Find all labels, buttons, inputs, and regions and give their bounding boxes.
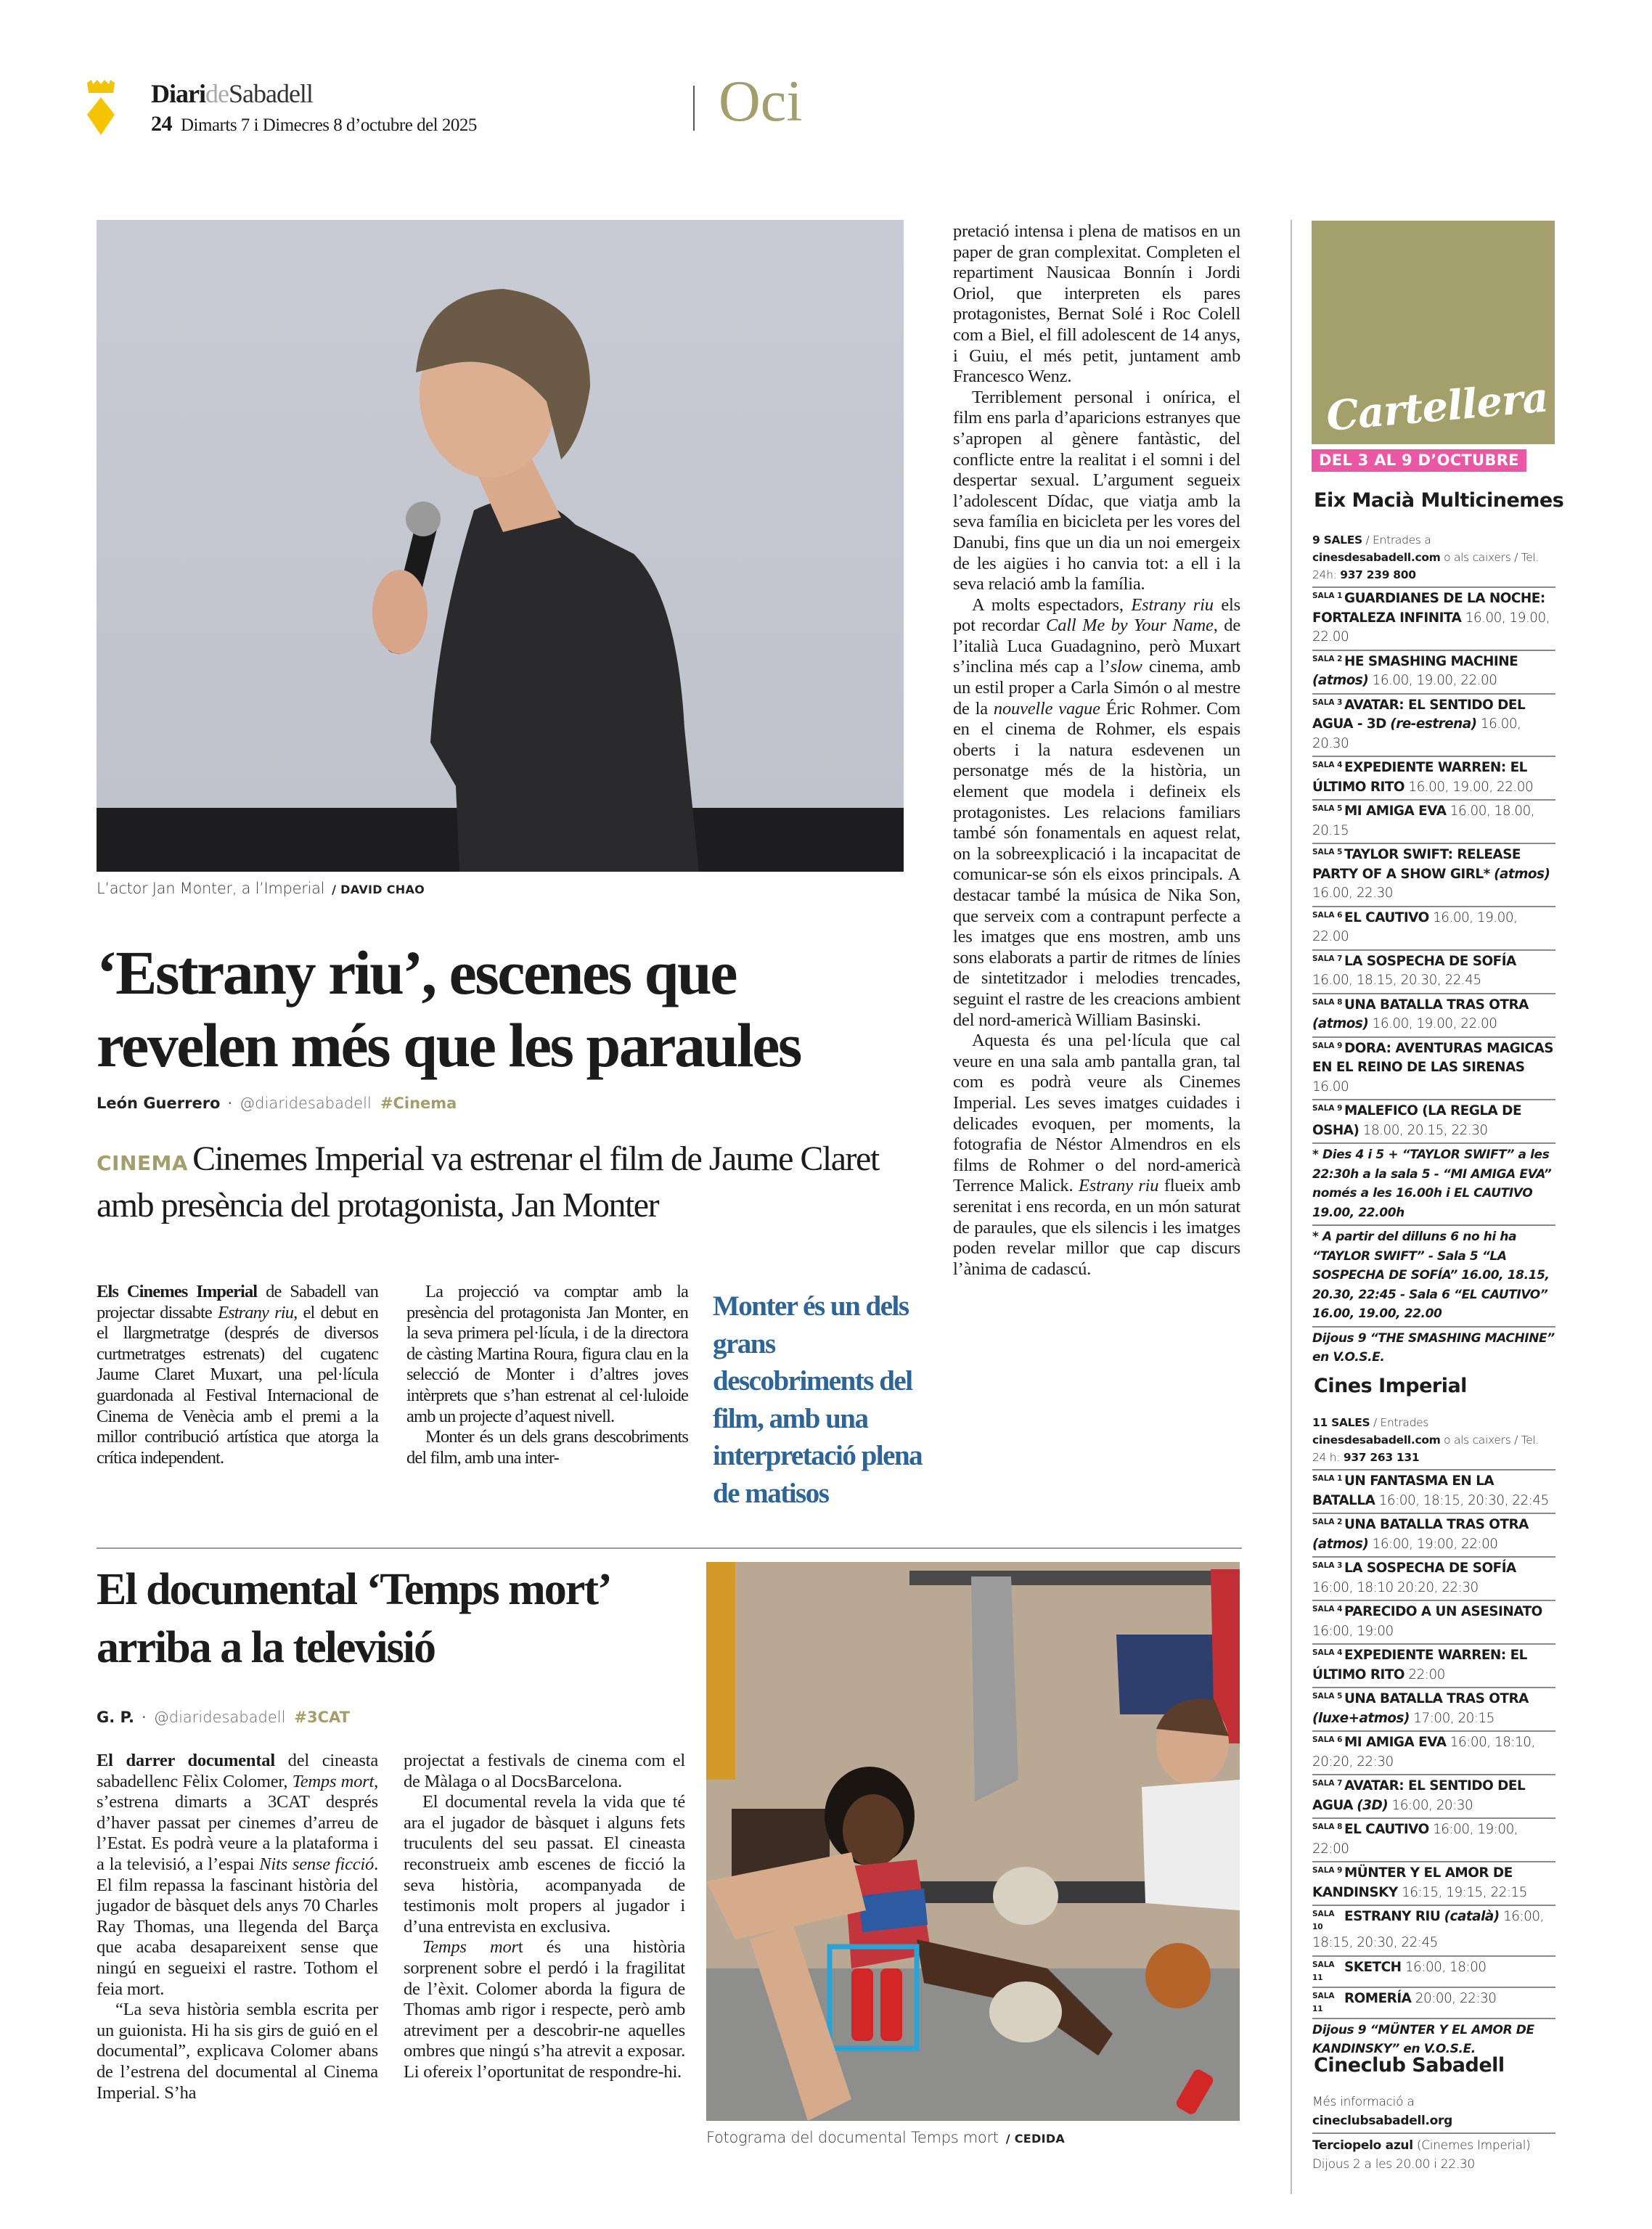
social-handle[interactable]: @diaridesabadell [240, 1095, 372, 1112]
cineclub-screening [1312, 2134, 1555, 2155]
listing-imperial [1312, 1414, 1555, 2061]
room-count: 9 SALES [1312, 533, 1362, 547]
text: , de l’italià Luca Guadagnino, però Muxart s’inclina més cap a l’ [953, 615, 1241, 677]
headline-line-2: revelen més que les paraules [97, 1010, 801, 1080]
showtimes: 17:00, 20:15 [1413, 1710, 1494, 1726]
venue: (Cinemes Imperial) [1412, 2138, 1531, 2153]
schedule-note: Dijous 9 “THE SMASHING MACHINE” en V.O.S.E. [1312, 1330, 1555, 1365]
film-title: EL CAUTIVO [1344, 909, 1429, 925]
cinema-name-imperial: Cines Imperial [1314, 1375, 1467, 1397]
screening-entry[interactable] [1312, 1957, 1555, 1988]
film-format-note: (re-estrena) [1390, 716, 1477, 732]
room-label: SALA 5 [1312, 804, 1343, 813]
paragraph [97, 1751, 378, 2000]
film-title: Temps mor [422, 1937, 518, 1958]
dateline [151, 112, 477, 136]
program-title: Nits sense ficció [259, 1854, 375, 1874]
date-range-badge: DEL 3 AL 9 D’OCTUBRE [1312, 449, 1526, 472]
screening-entry[interactable] [1312, 907, 1555, 951]
film-title: TAYLOR SWIFT: RELEASE PARTY OF A SHOW GIRL* [1312, 847, 1521, 882]
text: , el debut en el llargmetratge (després de diversos curtmetratges estrenats) del cugatenc Jaume Claret Muxart, una pel·lícula guardonada al Festival Internacional de Cinema de Venècia amb el premi a la millor contribució artística que atorga la crítica independent. [97, 1302, 378, 1468]
photo-illustration [706, 1562, 1240, 2121]
text: Aquesta és una pel·lícula que cal veure en una sala amb pantalla gran, tal com es podrà veure als Cinemes Imperial. Les seves imatges cuidades i delicades evoquen, per moments, la fotografia de Néstor Almendros en els films de Rohmer o del nord-americà Terrence Malick. [953, 1031, 1240, 1196]
showtimes: 16:15, 19:15, 22:15 [1402, 1884, 1527, 1900]
room-label: SALA 9 [1312, 1041, 1343, 1050]
text: els pot recordar [953, 594, 1240, 636]
room-label: SALA 9 [1312, 1104, 1343, 1113]
film-title: LA SOSPECHA DE SOFÍA [1344, 1561, 1516, 1576]
screening-entry[interactable] [1312, 1732, 1555, 1775]
text: flueix amb serenitat i ens recorda, en un món saturat de paraules, que els silencis i les imatges poden revelar millor que cap discurs l’ànima de cadascú. [953, 1176, 1240, 1279]
info-text: / Entrades a [1362, 533, 1431, 547]
room-label: SALA 11 [1312, 1991, 1335, 2013]
headline-line-1: El documental ‘Temps mort’ [97, 1565, 611, 1614]
cineclub-times: Dijous 2 a les 20.00 i 22.30 [1312, 2157, 1475, 2172]
screening-entry[interactable] [1312, 801, 1555, 844]
schedule-note: * A partir del dilluns 6 no hi ha “TAYLOR SWIFT” - Sala 5 “LA SOSPECHA DE SOFÍA” 16.00, 18.15, 20.30, 22:45 - Sala 6 “EL CAUTIVO” 16.00, 19.00, 22.00 [1312, 1226, 1555, 1328]
screening-entry[interactable] [1312, 1601, 1555, 1645]
showtimes: 16.00, 19.00, 22.00 [1312, 610, 1550, 645]
text: Éric Rohmer. Com en el cinema de Rohmer, els espais oberts i la natura esdevenen un personatge més de la història, un element que modela i defineix els protagonistes. Les relacions familiars també són fonamentals en aquest relat, on la sobreexplicació i la incapacitat de comunicar-se són els eixos principals. A destacar també la música de Nika Son, que serveix com a contrapunt perfecte a les imatges que ens mostren, amb uns sons elaborats a partir de ritmes de línies de sintetitzador i melodies trencades, seguint el rastre de les creacions ambient del nord-americà William Basinski. [953, 698, 1240, 1030]
film-title: MALEFICO (LA REGLA DE OSHA) [1312, 1103, 1522, 1138]
showtimes: 16:00, 19:00, 22:00 [1312, 1822, 1518, 1857]
film-title: EXPEDIENTE WARREN: EL ÚLTIMO RITO [1312, 1648, 1527, 1682]
showtimes: 16:00, 18:10 20:20, 22:30 [1312, 1579, 1479, 1595]
film-title: UN FANTASMA EN LA BATALLA [1312, 1473, 1494, 1508]
topic-tag[interactable]: #3CAT [294, 1709, 350, 1726]
author-name: G. P. [97, 1709, 135, 1726]
listing-eix-macia [1312, 531, 1555, 1370]
article1-column-2 [406, 1282, 688, 1468]
topic-tag[interactable]: #Cinema [380, 1095, 457, 1112]
section-title: Oci [719, 70, 803, 134]
info-text: / Entrades [1370, 1416, 1429, 1429]
film-format-note: (atmos) [1312, 1536, 1369, 1552]
paragraph: projectat a festivals de cinema com el de Màlaga o al DocsBarcelona. [404, 1751, 685, 1791]
room-label: SALA 7 [1312, 1779, 1343, 1788]
room-label: SALA 8 [1312, 997, 1343, 1007]
showtimes: 16:00, 18:10, 20:20, 22:30 [1312, 1735, 1535, 1770]
room-label: SALA 6 [1312, 1735, 1343, 1744]
cinema-name-cineclub: Cineclub Sabadell [1314, 2054, 1505, 2077]
film-title: ROMERÍA [1344, 1990, 1412, 2006]
screening-entry[interactable] [1312, 1471, 1555, 1514]
showtimes: 16:00, 18:15, 20:30, 22:45 [1378, 1492, 1549, 1508]
photo-credit: / DAVID CHAO [332, 883, 425, 896]
screening-entry[interactable] [1312, 844, 1555, 907]
showtimes: 16.00 [1312, 1079, 1349, 1095]
showtimes: 16.00, 19.00, 22.00 [1372, 673, 1497, 688]
photo-illustration [97, 220, 904, 872]
issue-date: Dimarts 7 i Dimecres 8 d’octubre del 2025 [181, 115, 477, 135]
cinema-info [1312, 1414, 1555, 1471]
info-text: o als caixers / Tel. 24h: [1312, 551, 1539, 581]
showtimes: 16.00, 18.00, 20.15 [1312, 803, 1535, 838]
room-label: SALA 5 [1312, 848, 1343, 856]
brand-part-sabadell: Sabadell [228, 79, 313, 108]
screening-entry[interactable] [1312, 651, 1555, 695]
film-title: Estrany riu [1131, 594, 1214, 615]
film-title: AVATAR: EL SENTIDO DEL AGUA - 3D [1312, 697, 1526, 732]
room-label: SALA 5 [1312, 1692, 1343, 1701]
phone-number[interactable]: 937 239 800 [1340, 568, 1416, 581]
showtimes: 16:00, 18:15, 20:30, 22:45 [1312, 1909, 1544, 1950]
sabadell-crest-icon [86, 80, 116, 135]
film-title: Call Me by Your Name [1046, 615, 1214, 636]
author-name: León Guerrero [97, 1095, 221, 1112]
room-label: SALA 4 [1312, 1648, 1343, 1657]
showtimes: 16.00, 22.30 [1312, 886, 1393, 901]
paragraph: La projecció va comptar amb la presència del protagonista Jan Monter, en la seva primera pel·lícula, i de la directora de càsting Martina Roura, figura clau en la selecció de Monter i d’altres joves intèrprets que s’han estrenat al cel·luloide amb un projecte d’aquest nivell. [406, 1282, 688, 1426]
showtimes: 16:00, 20:30 [1391, 1797, 1473, 1813]
film-title: Temps mort [292, 1771, 375, 1791]
film-title: UNA BATALLA TRAS OTRA [1344, 1517, 1529, 1532]
screening-entry[interactable] [1312, 1100, 1555, 1144]
text: A molts espectadors, [972, 594, 1132, 615]
film-format-note: (català) [1444, 1909, 1500, 1924]
ticket-website[interactable]: cinesdesabadell.com [1312, 551, 1441, 564]
showtimes: 16.00, 19.00, 22.00 [1408, 779, 1534, 795]
paragraph [953, 1031, 1240, 1280]
paragraph [404, 1937, 685, 2082]
headline-temps-mort[interactable] [97, 1561, 721, 1677]
headline-estrany-riu[interactable] [97, 936, 909, 1081]
film-title: DORA: AVENTURAS MAGICAS EN EL REINO DE LAS SIRENAS [1312, 1040, 1554, 1075]
cinema-name-eix-macia: Eix Macià Multicinemes [1314, 489, 1564, 512]
article2-column-2 [404, 1751, 685, 2083]
social-handle[interactable]: @diaridesabadell [153, 1709, 286, 1726]
paragraph: El documental revela la vida que té ara el jugador de bàsquet i alguns fets truculents del seu passat. El cineasta reconstrueix amb escenes de ficció la seva història, acompanyada de testimonis molt propers al jugador i d’una entrevista en exclusiva. [404, 1792, 685, 1936]
photo-caption-1 [97, 880, 425, 897]
screening-list [1312, 588, 1555, 1144]
italic-term: nouvelle vague [993, 698, 1100, 719]
kicker-cinema: CINEMA [97, 1151, 189, 1175]
cineclub-info [1312, 2093, 1555, 2134]
screening-list [1312, 1471, 1555, 2019]
schedule-note: Dijous 9 “MÜNTER Y EL AMOR DE KANDINSKY” en V.O.S.E. [1312, 2022, 1534, 2056]
screening-entry[interactable] [1312, 994, 1555, 1038]
room-count: 11 SALES [1312, 1416, 1370, 1429]
room-label: SALA 6 [1312, 910, 1343, 920]
screening-entry[interactable] [1312, 1819, 1555, 1862]
room-label: SALA 3 [1312, 1561, 1343, 1570]
italic-term: slow [1110, 657, 1142, 677]
room-label: SALA 8 [1312, 1823, 1343, 1831]
film-format-note: (atmos) [1494, 866, 1550, 882]
byline-separator: · [142, 1709, 147, 1726]
paragraph: Terriblement personal i onírica, el film ens parla d’aparicions estranyes que s’apropen al gènere fantàstic, del conflicte entre la realitat i el somni i del despertar sexual. L’argument segueix l’adolescent Dídac, que viatja amb la seva família en bicicleta per les vores del Danubi, fins que un dia un noi emergeix de les aigües i ho canvia tot: a ell i la seva relació amb la família. [953, 387, 1240, 594]
screening-entry[interactable] [1312, 1906, 1555, 1957]
caption-text: Fotograma del documental Temps mort [706, 2129, 999, 2146]
screening-entry[interactable] [1312, 1038, 1555, 1101]
room-label: SALA 1 [1312, 592, 1343, 600]
film-title: ESTRANY RIU [1344, 1909, 1441, 1924]
lead-in: El darrer documental [97, 1751, 275, 1770]
film-title: MI AMIGA EVA [1344, 1735, 1447, 1750]
film-title: Terciopelo azul [1312, 2138, 1413, 2153]
screening-entry[interactable] [1312, 1514, 1555, 1558]
headline-line-2: arriba a la televisió [97, 1623, 435, 1672]
paragraph: pretació intensa i plena de matisos en un paper de gran complexitat. Completen el repartiment Nausicaa Bonnín i Jordi Oriol, que interpreten els pares protagonistes, Bernat Solé i Roc Colell com a Biel, el fill adolescent de 14 anys, i Guiu, el més petit, juntament amb Francesco Wenz. [953, 221, 1240, 387]
byline-separator: · [227, 1095, 233, 1112]
article1-column-1 [97, 1282, 378, 1468]
screening-entry[interactable] [1312, 1558, 1555, 1601]
showtimes: 16:00, 18:00 [1404, 1959, 1487, 1975]
paragraph: “La seva història sembla escrita per un guionista. Hi ha sis girs de guió en el documental”, explicava Colomer abans de l’estrena del documental al Cinema Imperial. S’ha [97, 2000, 378, 2103]
film-format-note: (3D) [1357, 1797, 1389, 1813]
cineclub-website[interactable]: cineclubsabadell.org [1312, 2114, 1452, 2128]
film-format-note: (atmos) [1312, 1016, 1369, 1031]
showtimes: 16.00, 20.30 [1312, 716, 1521, 751]
showtimes: 16:00, 19:00 [1312, 1623, 1394, 1639]
film-title: GUARDIANES DE LA NOCHE: FORTALEZA INFINITA [1312, 591, 1545, 626]
photo-credit: / CEDIDA [1005, 2132, 1066, 2146]
showtimes: 16.00, 19.00, 22.00 [1372, 1016, 1497, 1031]
pull-quote: Monter és un dels grans descobriments del film, amb una interpretació plena de matisos [713, 1291, 923, 1509]
room-label: SALA 4 [1312, 761, 1343, 769]
text: de Sabadell van projectar dissabte [97, 1282, 378, 1322]
article2-column-1 [97, 1751, 378, 2103]
film-title: MÜNTER Y EL AMOR DE KANDINSKY [1312, 1865, 1513, 1900]
film-title: UNA BATALLA TRAS OTRA [1344, 997, 1529, 1013]
screening-entry[interactable] [1312, 1645, 1555, 1688]
screening-entry[interactable] [1312, 1688, 1555, 1732]
room-label: SALA 10 [1312, 1910, 1335, 1931]
article-deck [97, 1138, 902, 1227]
schedule-note: * Dies 4 i 5 + “TAYLOR SWIFT” a les 22:30h a la sala 5 - “MI AMIGA EVA” només a les 16.00h i EL CAUTIVO 19.00, 22.00h [1312, 1144, 1555, 1226]
film-title: UNA BATALLA TRAS OTRA [1344, 1691, 1529, 1706]
byline-1 [97, 1095, 457, 1112]
cartellera-title: Cartellera [1324, 373, 1550, 441]
headline-line-1: ‘Estrany riu’, escenes que [97, 938, 736, 1007]
screening-entry[interactable] [1312, 951, 1555, 994]
showtimes: 16:00, 19:00, 22:00 [1372, 1536, 1498, 1552]
film-title: MI AMIGA EVA [1344, 803, 1447, 819]
room-label: SALA 2 [1312, 654, 1343, 663]
room-label: SALA 1 [1312, 1474, 1343, 1483]
photo-caption-2 [706, 2129, 1065, 2146]
screening-entry[interactable] [1312, 1988, 1555, 2019]
film-title: EL CAUTIVO [1344, 1822, 1429, 1837]
film-format-note: (luxe+atmos) [1312, 1710, 1410, 1726]
text: del cineasta sabadellenc Fèlix Colomer, [97, 1751, 378, 1791]
room-label: SALA 3 [1312, 698, 1343, 707]
ticket-website[interactable]: cinesdesabadell.com [1312, 1433, 1441, 1447]
text: . El film repassa la fascinant història del jugador de bàsquet dels anys 70 Charles Ray Thomas, una llegenda del Barça que acaba desapareixent sense que ningú en segueixi el rastre. Tothom el feia mort. [97, 1854, 379, 1999]
paragraph: Monter és un dels grans descobriments del film, amb una inter- [406, 1427, 688, 1468]
text: , s’estrena dimarts a 3CAT després d’haver passat per cinemes d’arreu de l’Estat. Es podrà veure a la plataforma i a la televisió, a l’espai [97, 1771, 378, 1874]
showtimes: 20:00, 22:30 [1415, 1990, 1497, 2006]
screening-entry[interactable] [1312, 757, 1555, 801]
text: cinema, amb un estil proper a Carla Simón o al mestre de la [953, 657, 1240, 719]
page-number: 24 [151, 112, 172, 136]
photo-jan-monter [97, 220, 904, 872]
room-label: SALA 2 [1312, 1518, 1343, 1526]
phone-number[interactable]: 937 263 131 [1343, 1451, 1420, 1464]
photo-temps-mort [706, 1562, 1240, 2121]
paragraph [953, 595, 1240, 1031]
deck-text: Cinemes Imperial va estrenar el film de Jaume Claret amb presència del protagonista, Jan Monter [97, 1140, 879, 1224]
cinema-info [1312, 531, 1555, 588]
film-title: LA SOSPECHA DE SOFÍA [1344, 953, 1516, 969]
caption-text: L’actor Jan Monter, a l’Imperial [97, 880, 325, 897]
byline-2 [97, 1709, 350, 1726]
brand-part-de: de [205, 79, 229, 108]
brand-logo[interactable] [151, 78, 313, 109]
article1-column-3 [953, 221, 1240, 1280]
listing-cineclub [1312, 2093, 1555, 2174]
film-title: Estrany riu [218, 1302, 294, 1322]
sidebar-divider [1291, 220, 1292, 2194]
screening-entry[interactable] [1312, 588, 1555, 651]
screening-entry[interactable] [1312, 695, 1555, 758]
film-title: Estrany riu [1078, 1176, 1159, 1196]
showtimes: 16.00, 18.15, 20.30, 22.45 [1312, 973, 1481, 988]
text: t és una història sorprenent sobre el perdó i la fragilitat de l’èxit. Colomer aborda la figura de Thomas amb rigor i respecte, però amb atreviment per a descobrir-ne aquelles ombres que ningú s’ha atrevit a exposar. Li ofereix l’oportunitat de respondre-hi. [404, 1937, 685, 2082]
film-title: SKETCH [1344, 1959, 1402, 1975]
room-label: SALA 7 [1312, 954, 1343, 963]
brand-part-diari: Diari [151, 79, 205, 108]
lead-in: Els Cinemes Imperial [97, 1282, 258, 1301]
room-label: SALA 4 [1312, 1605, 1343, 1614]
film-title: AVATAR: EL SENTIDO DEL AGUA [1312, 1778, 1526, 1813]
film-title: HE SMASHING MACHINE [1344, 653, 1518, 669]
film-format-note: (atmos) [1312, 673, 1369, 688]
room-label: SALA 9 [1312, 1866, 1343, 1875]
info-text: o als caixers / Tel. 24 h: [1312, 1433, 1539, 1464]
section-divider [693, 86, 695, 131]
article-divider [97, 1547, 1242, 1549]
showtimes: 16.00, 19.00, 22.00 [1312, 909, 1518, 944]
cartellera-header [1312, 221, 1555, 444]
paragraph [97, 1282, 378, 1468]
screening-entry[interactable] [1312, 1862, 1555, 1906]
screening-entry[interactable] [1312, 1775, 1555, 1819]
showtimes: 18.00, 20.15, 22.30 [1362, 1122, 1488, 1138]
info-text: Més informació a [1312, 2095, 1415, 2109]
room-label: SALA 11 [1312, 1960, 1335, 1982]
film-title: PARECIDO A UN ASESINATO [1344, 1604, 1542, 1619]
showtimes: 22:00 [1408, 1666, 1445, 1682]
film-title: EXPEDIENTE WARREN: EL ÚLTIMO RITO [1312, 760, 1527, 795]
